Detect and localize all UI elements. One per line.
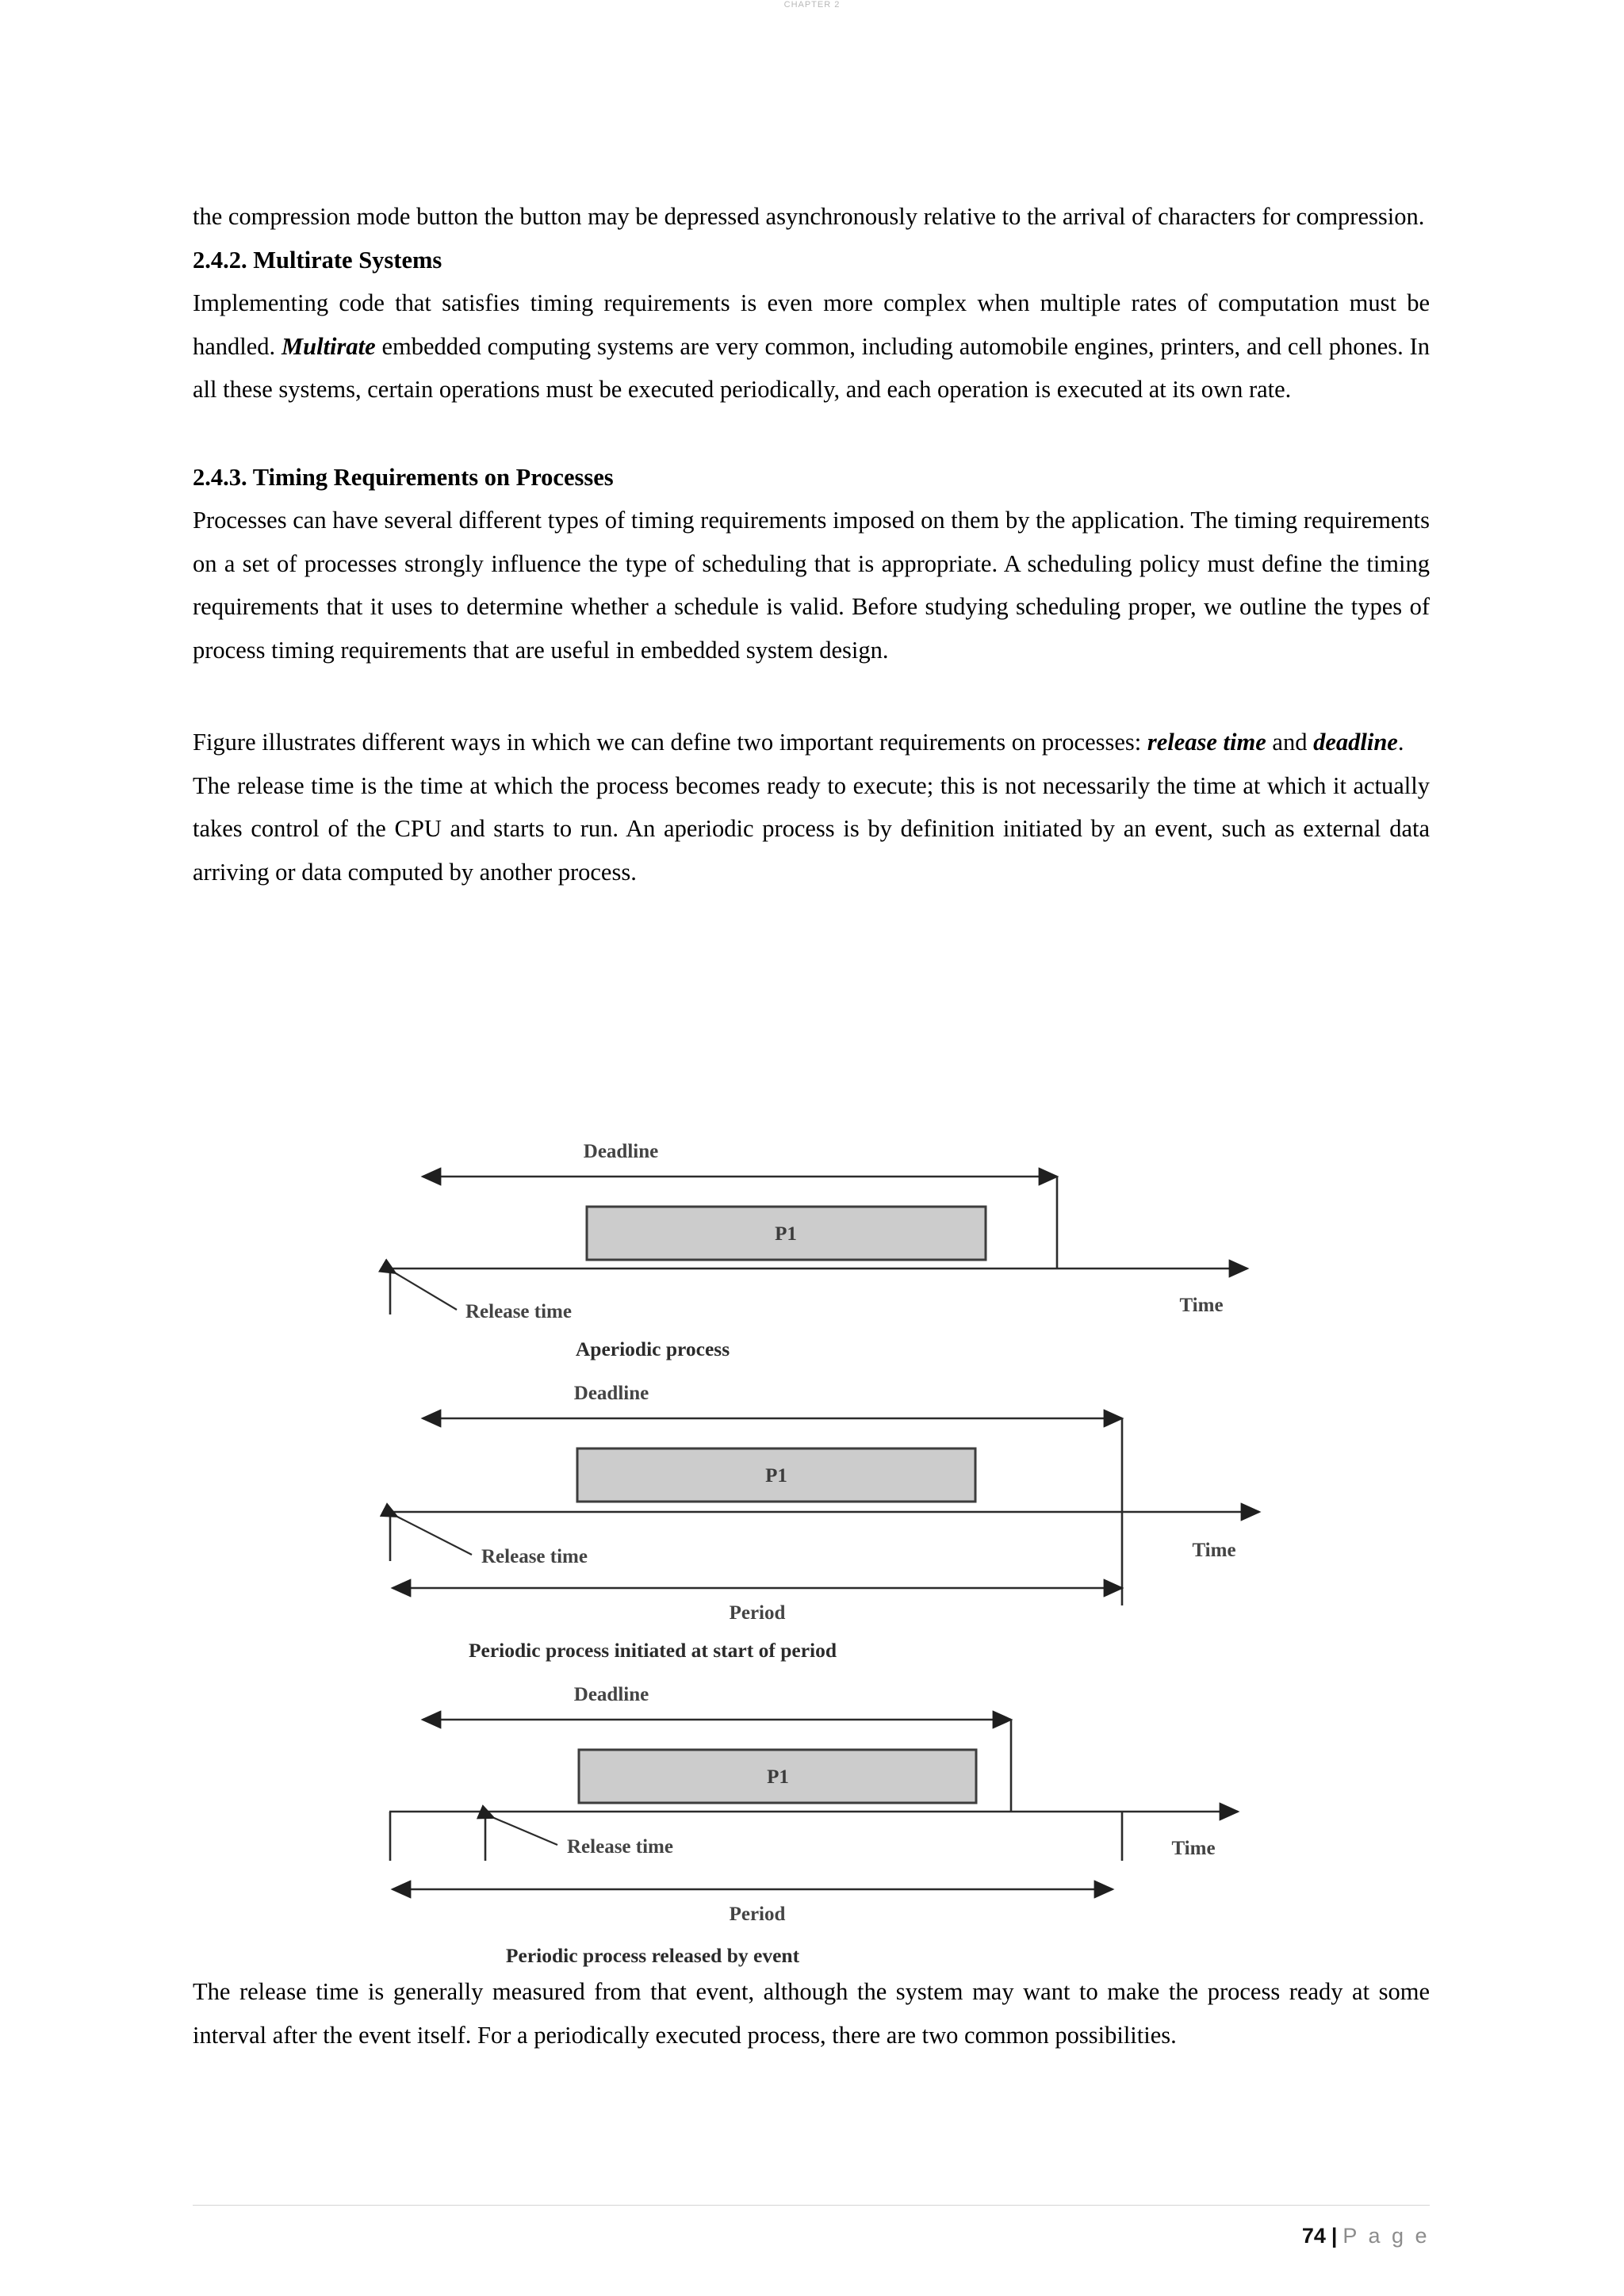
paragraph-compression-mode: the compression mode button the button may be depressed asynchronously relative to the arrival of characters for compression. (193, 203, 1425, 230)
diagram2-deadline-label: Deadline (573, 1383, 649, 1404)
diagram2-release-leader (397, 1517, 472, 1555)
document-body-after-figure (193, 1970, 1430, 2057)
diagram1-process-label: P1 (775, 1223, 797, 1245)
diagram1-release-label: Release time (465, 1301, 572, 1322)
spacer-before-figure-intro (193, 672, 1430, 721)
paragraph-multirate (193, 281, 1430, 411)
timing-requirements-figure (193, 1134, 1430, 1967)
page-footer (193, 2220, 1430, 2252)
paragraph-figure-intro (193, 721, 1430, 764)
diagram3-process-label: P1 (767, 1766, 789, 1788)
diagram2-time-label: Time (1192, 1540, 1236, 1561)
running-header: CHAPTER 2 (783, 0, 841, 10)
diagram3-caption: Periodic process released by event (505, 1944, 800, 1967)
diagram1-caption: Aperiodic process (575, 1337, 730, 1360)
diagram-periodic-released-by-event (389, 1684, 1238, 1967)
diagram-aperiodic-process (389, 1141, 1247, 1360)
spacer-before-heading-243 (193, 411, 1430, 456)
diagram-periodic-start-of-period (389, 1383, 1259, 1662)
diagram1-release-leader (396, 1273, 457, 1310)
diagram2-caption: Periodic process initiated at start of period (468, 1639, 837, 1662)
diagram2-period-label: Period (729, 1602, 786, 1624)
footer-divider (193, 2205, 1430, 2206)
footer-page-number: 74 (1301, 2224, 1326, 2248)
diagram1-time-label: Time (1179, 1295, 1224, 1316)
release-time-emphasis: release time (1147, 729, 1266, 756)
figure-intro-text-a: Figure illustrates different ways in which we can define two important requirements on processes: (193, 729, 1147, 756)
multirate-text-a: Implementing code that satisfies timing requirements is even more complex when multiple rates of computation must be handled. (193, 289, 1430, 360)
diagram3-time-label: Time (1171, 1838, 1216, 1859)
footer-page-word: P a g e (1342, 2224, 1430, 2248)
diagram3-period-label: Period (729, 1904, 786, 1925)
multirate-text-b: embedded computing systems are very common, including automobile engines, printers, and cell phones. In all these systems, certain operations must be executed periodically, and each operation is executed at its own rate. (193, 332, 1430, 403)
paragraph-release-time-definition: The release time is the time at which the process becomes ready to execute; this is not necessarily the time at which it actually takes control of the CPU and starts to run. An aperiodic process is by definition initiated by an event, such as external data arriving or data computed by another process. (193, 771, 1430, 886)
diagram2-release-label: Release time (481, 1546, 588, 1567)
diagram3-release-label: Release time (567, 1836, 673, 1858)
heading-2-4-3: 2.4.3. Timing Requirements on Processes (193, 463, 614, 491)
diagram2-process-label: P1 (765, 1465, 787, 1487)
figure-intro-text-b: . (1397, 729, 1404, 756)
diagram3-deadline-label: Deadline (573, 1684, 649, 1705)
figure-intro-mid: and (1266, 729, 1314, 756)
multirate-emphasis: Multirate (282, 332, 376, 360)
deadline-emphasis: deadline (1313, 729, 1398, 756)
paragraph-release-time-measured: The release time is generally measured from that event, although the system may want to make the process ready at some interval after the event itself. For a periodically executed process, there are two common possibilities. (193, 1978, 1430, 2049)
diagram3-release-leader (494, 1818, 557, 1845)
footer-separator: | (1331, 2224, 1338, 2248)
heading-2-4-2: 2.4.2. Multirate Systems (193, 246, 442, 274)
paragraph-timing-requirements: Processes can have several different types of timing requirements imposed on them by the application. The timing requirements on a set of processes strongly influence the type of scheduling that is appropriate. A scheduling policy must define the timing requirements that it uses to determine whether a schedule is valid. Before studying scheduling proper, we outline the types of process timing requirements that are useful in embedded system design. (193, 507, 1430, 664)
diagram1-deadline-label: Deadline (583, 1141, 659, 1162)
document-body (193, 195, 1430, 894)
